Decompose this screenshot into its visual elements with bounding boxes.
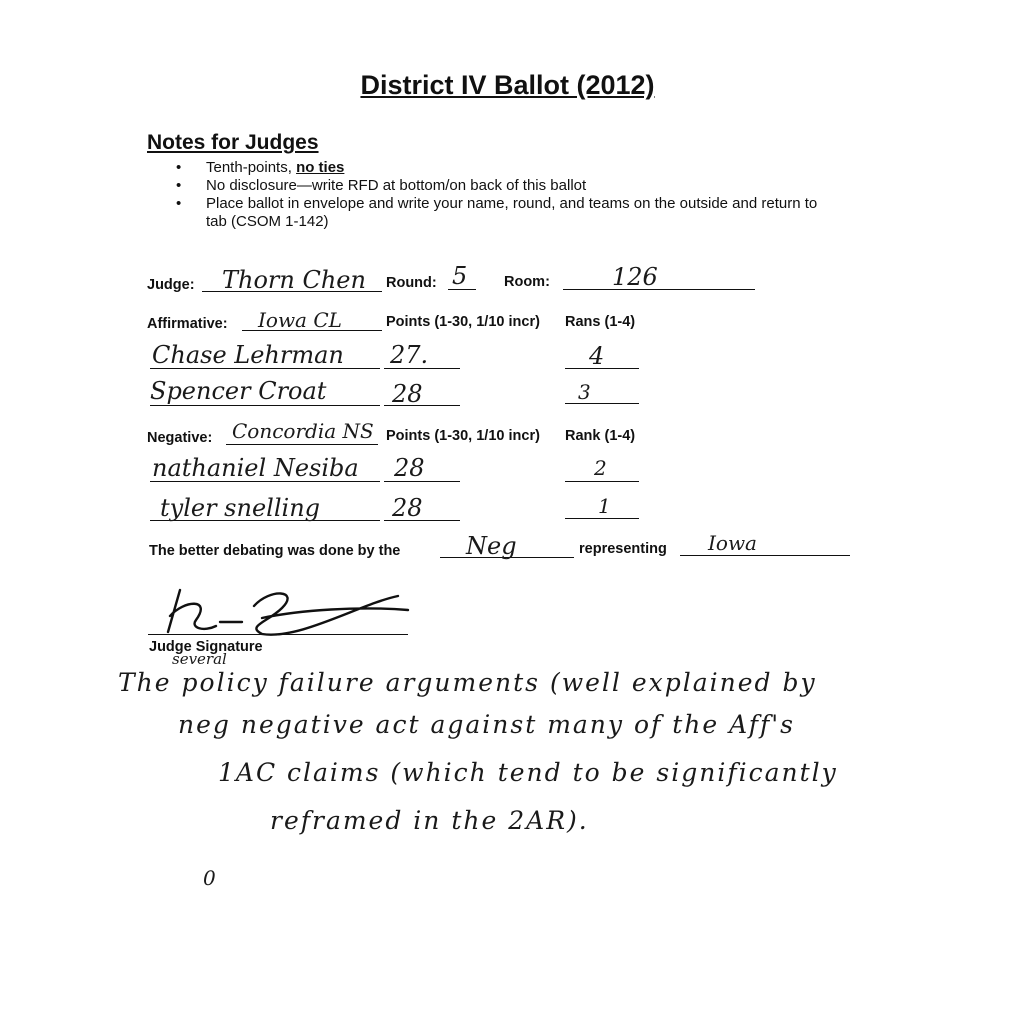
neg-speaker-1-rank-line <box>565 481 639 482</box>
rfd-line-1: The policy failure arguments (well explained by <box>118 668 817 697</box>
room-value: 126 <box>612 263 658 291</box>
aff-speaker-1-rank: 4 <box>589 342 605 370</box>
room-line <box>563 289 755 290</box>
ballot-title: District IV Ballot (2012) <box>360 70 655 100</box>
aff-speaker-1-points: 27. <box>390 341 429 369</box>
aff-speaker-1-name: Chase Lehrman <box>152 341 344 369</box>
neg-speaker-2-points: 28 <box>392 494 423 522</box>
decision-school-line <box>680 555 850 556</box>
decision-representing-label: representing <box>579 541 667 557</box>
notes-list <box>176 159 836 231</box>
rfd-line-4: reframed in the 2AR). <box>270 806 589 835</box>
rfd-line-3: 1AC claims (which tend to be significantly <box>218 758 838 787</box>
note-item-no-disclosure: • No disclosure—write RFD at bottom/on back of this ballot <box>176 177 836 195</box>
note-item-1-prefix: Tenth-points, <box>206 159 297 176</box>
affirmative-team-value: Iowa CL <box>258 308 342 332</box>
note-item-tenth-points <box>176 159 836 177</box>
judge-label: Judge: <box>147 277 195 293</box>
decision-side-value: Neg <box>466 532 517 560</box>
affirmative-label: Affirmative: <box>147 316 228 332</box>
negative-team-value: Concordia NS <box>232 419 374 443</box>
decision-prefix: The better debating was done by the <box>149 543 401 559</box>
neg-speaker-2-rank-line <box>565 518 639 519</box>
neg-speaker-2-rank: 1 <box>598 494 611 518</box>
note-item-envelope: • Place ballot in envelope and write your name, round, and teams on the outside and return to tab (CSOM 1-142) <box>176 195 836 231</box>
aff-speaker-2-line <box>150 405 380 406</box>
room-label: Room: <box>504 274 550 290</box>
note-item-1-emphasis: no ties <box>296 159 345 176</box>
notes-heading: Notes for Judges <box>147 131 319 154</box>
aff-speaker-2-name: Spencer Croat <box>150 377 327 405</box>
judge-name-value: Thorn Chen <box>222 266 366 294</box>
negative-points-header: Points (1-30, 1/10 incr) <box>386 428 540 444</box>
rfd-insert-word: several <box>172 650 227 668</box>
aff-speaker-2-rank: 3 <box>578 380 591 404</box>
neg-speaker-1-rank: 2 <box>594 456 607 480</box>
neg-speaker-1-points: 28 <box>394 454 425 482</box>
affirmative-points-header: Points (1-30, 1/10 incr) <box>386 314 540 330</box>
negative-ranks-header: Rank (1-4) <box>565 428 636 444</box>
rfd-margin-mark: 0 <box>203 866 216 890</box>
aff-speaker-2-points: 28 <box>392 380 423 408</box>
round-value: 5 <box>452 262 468 290</box>
neg-speaker-2-name: tyler snelling <box>160 494 321 522</box>
neg-speaker-1-name: nathaniel Nesiba <box>152 454 359 482</box>
rfd-line-2: neg negative act against many of the Aff's <box>178 710 795 739</box>
affirmative-ranks-header: Rans (1-4) <box>565 314 636 330</box>
judge-signature-scribble <box>150 582 420 642</box>
decision-school-value: Iowa <box>708 531 757 555</box>
negative-team-line <box>226 444 378 445</box>
aff-speaker-2-rank-line <box>565 403 639 404</box>
judge-signature-label: Judge Signature <box>149 639 263 655</box>
signature-line <box>148 634 408 635</box>
round-label: Round: <box>386 275 437 291</box>
negative-label: Negative: <box>147 430 213 446</box>
